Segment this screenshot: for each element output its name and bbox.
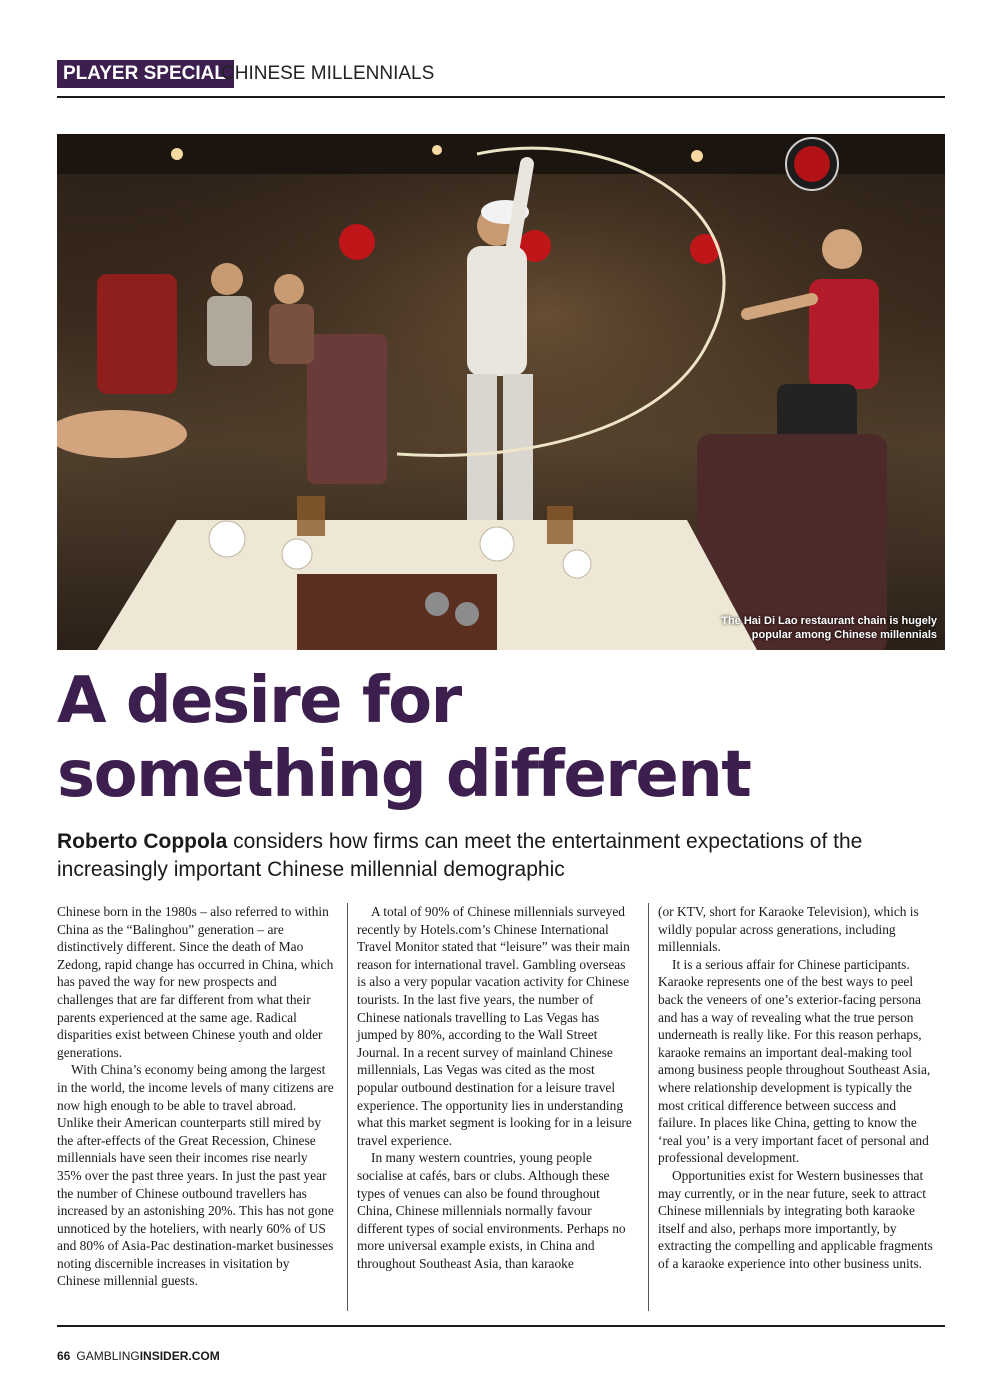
column-1 — [57, 903, 335, 1290]
section-subtitle: CHINESE MILLENNIALS — [221, 63, 435, 84]
feature-photo — [57, 134, 945, 650]
article-headline — [57, 664, 957, 812]
headline-line-1: A desire for — [57, 664, 461, 738]
standfirst-text: considers how firms can meet the entertainment expectations of the increasingly important Chinese millennial demographic — [57, 830, 863, 881]
paragraph: With China’s economy being among the largest in the world, the income levels of many citizens are now high enough to be able to travel abroad. Unlike their American counterparts still mired by the after-effects of the Great Recession, Chinese millennials have seen their incomes rise nearly 35% over the past three years. In just the past year the number of Chinese outbound travellers has increased by an astonishing 20%. This has not gone unnoticed by the hoteliers, with nearly 60% of US and 80% of Asia-Pac destination-market businesses noting discernible increases in visitation by Chinese millennial guests. — [57, 1062, 334, 1289]
page-header — [57, 58, 945, 98]
site-suffix: .COM — [188, 1349, 220, 1363]
article-body — [57, 903, 945, 1313]
author-name: Roberto Coppola — [57, 830, 228, 853]
restaurant-scene-illustration — [57, 134, 945, 650]
column-2 — [357, 903, 635, 1272]
site-prefix: GAMBLING — [76, 1349, 140, 1363]
page-number: 66 — [57, 1349, 71, 1363]
header-rule — [57, 96, 945, 98]
site-emphasis: INSIDER — [139, 1349, 189, 1363]
caption-line-1: The Hai Di Lao restaurant chain is hugely — [721, 615, 937, 627]
paragraph: Opportunities exist for Western businesses that may currently, or in the near future, seek to attract Chinese millennials by integrating both karaoke itself and also, perhaps more importantly, by extracting the compelling and applicable fragments of a karaoke experience into other business units. — [658, 1167, 933, 1271]
paragraph: It is a serious affair for Chinese participants. Karaoke represents one of the best ways to peel back the veneers of one’s exterior-facing persona and has a way of revealing what the true person underneath is really like. For this reason perhaps, karaoke remains an important deal-making tool among business people throughout Southeast Asia, where relationship development is typically the most critical difference between success and failure. In places like China, getting to know the ‘real you’ is a very important facet of personal and professional development. — [658, 956, 931, 1166]
page-footer — [57, 1349, 220, 1363]
section-tag: PLAYER SPECIAL — [57, 60, 234, 88]
paragraph: Chinese born in the 1980s – also referred to within China as the “Balinghou” generation – are distinctively different. Since the death of Mao Zedong, rapid change has occurred in China, which has paved the way for new prospects and challenges that are far different from what their parents experienced at the same age. Radical disparities exist between Chinese youth and older generations. — [57, 904, 334, 1060]
restaurant-sign-logo — [794, 146, 830, 182]
standfirst — [57, 828, 937, 884]
paragraph: In many western countries, young people socialise at cafés, bars or clubs. Although these types of venues can also be found throughout China, Chinese millennials normally favour different types of social environments. Perhaps no more universal example exists, in China and throughout Southeast Asia, than karaoke — [357, 1150, 626, 1271]
column-divider — [347, 903, 348, 1311]
paragraph: A total of 90% of Chinese millennials surveyed recently by Hotels.com’s Chinese International Travel Monitor stated that “leisure” was their main reason for international travel. Gambling overseas is also a very popular vacation activity for Chinese tourists. In the last five years, the number of Chinese nationals travelling to Las Vegas has jumped by 80%, according to the Wall Street Journal. In a recent survey of mainland Chinese millennials, Las Vegas was cited as the most popular outbound destination for a leisure travel experience. The opportunity lies in understanding what this market segment is looking for in a leisure travel experience. — [357, 904, 632, 1148]
caption-line-2: popular among Chinese millennials — [751, 629, 937, 641]
column-divider — [648, 903, 649, 1311]
paragraph: (or KTV, short for Karaoke Television), which is wildly popular across generations, including millennials. — [658, 904, 919, 955]
photo-caption — [721, 614, 937, 642]
headline-line-2: something different — [57, 738, 751, 812]
column-3 — [658, 903, 936, 1272]
footer-rule — [57, 1325, 945, 1327]
